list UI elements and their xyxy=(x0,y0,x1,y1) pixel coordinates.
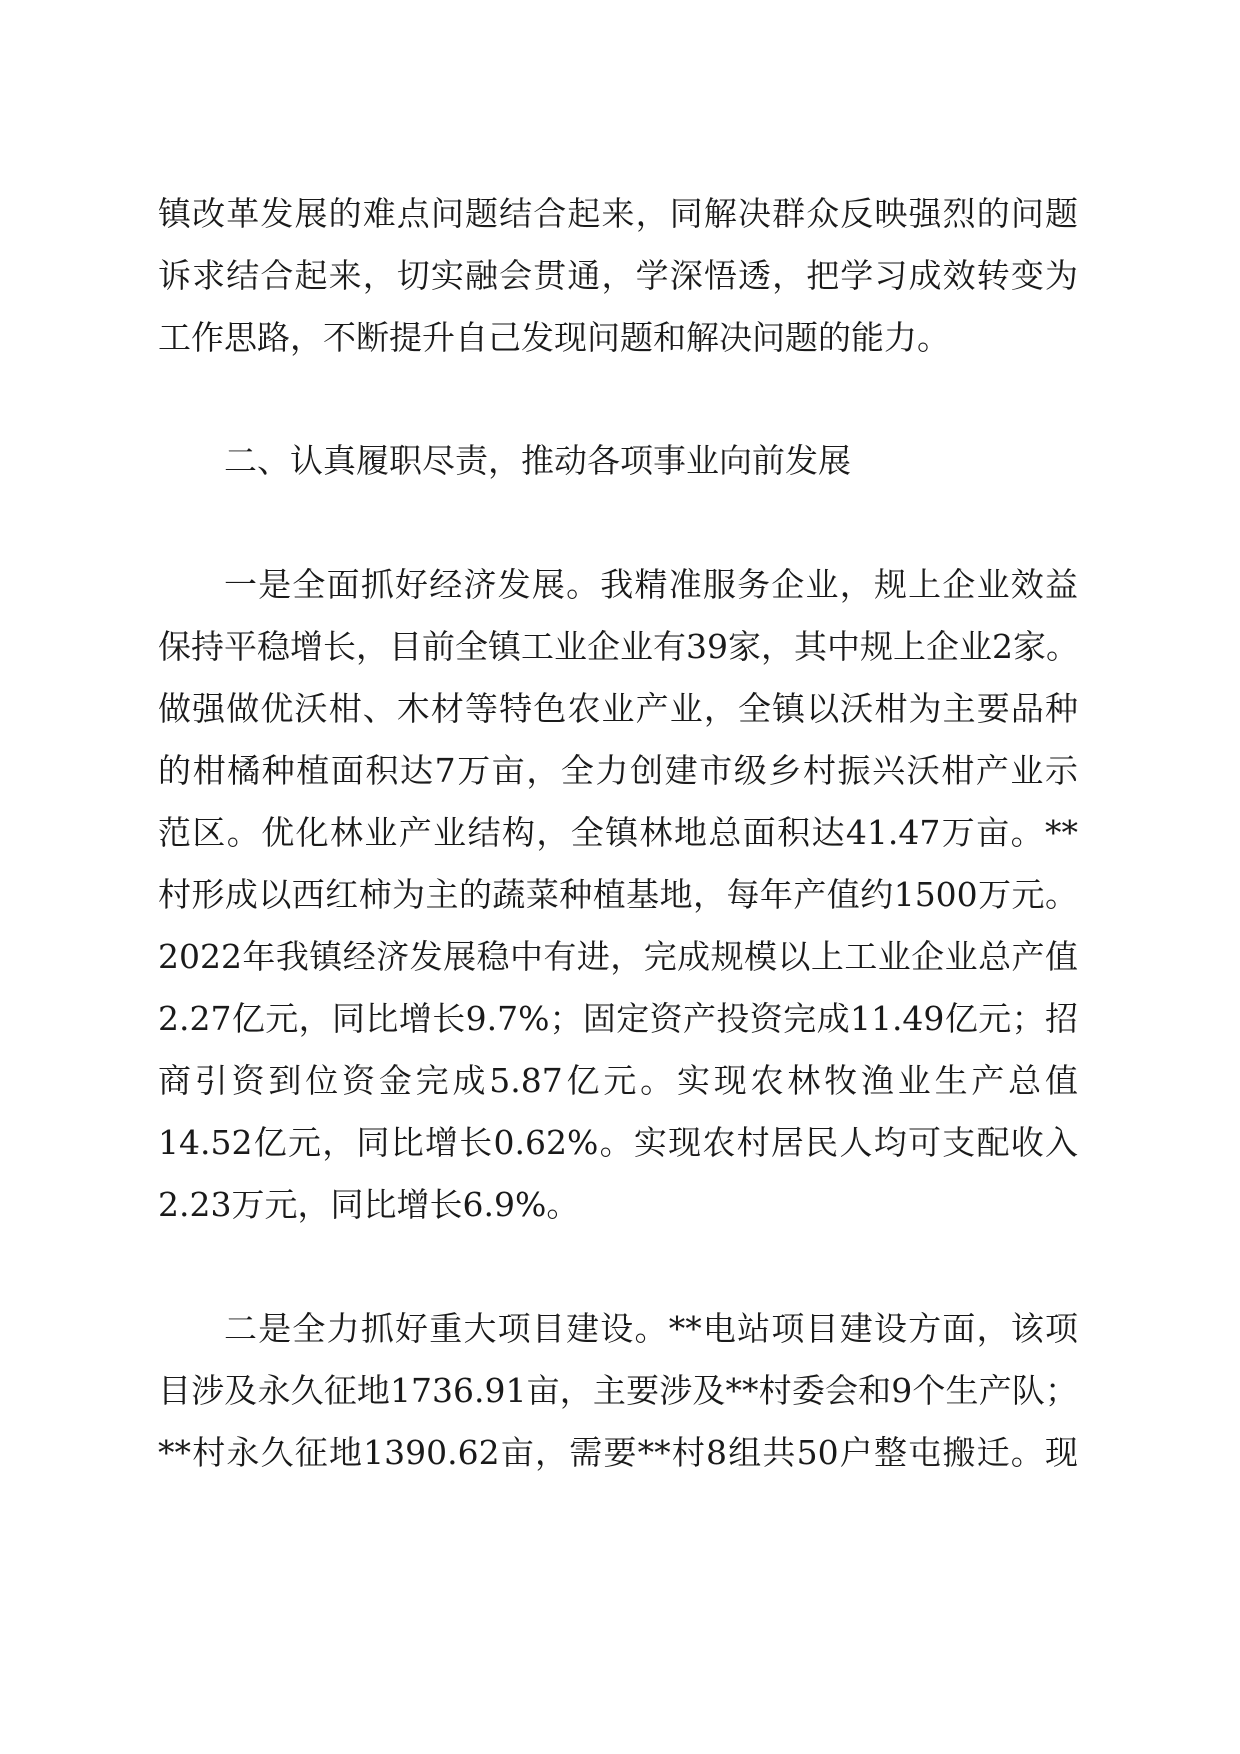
text-line: 村形成以西红柿为主的蔬菜种植基地，每年产值约1500万元。 xyxy=(158,875,1078,914)
text-line: 2022年我镇经济发展稳中有进，完成规模以上工业企业总产值 xyxy=(158,937,1078,976)
section-heading: 二、认真履职尽责，推动各项事业向前发展 xyxy=(224,441,851,480)
text-line: 工作思路，不断提升自己发现问题和解决问题的能力。 xyxy=(158,318,950,357)
text-line: 镇改革发展的难点问题结合起来，同解决群众反映强烈的问题 xyxy=(158,194,1078,233)
text-line: 诉求结合起来，切实融会贯通，学深悟透，把学习成效转变为 xyxy=(158,256,1078,295)
text-line: **村永久征地1390.62亩，需要**村8组共50户整屯搬迁。现 xyxy=(158,1433,1078,1472)
text-line: 二是全力抓好重大项目建设。**电站项目建设方面，该项 xyxy=(224,1309,1078,1348)
text-line: 目涉及永久征地1736.91亩，主要涉及**村委会和9个生产队； xyxy=(158,1371,1078,1410)
text-line: 2.27亿元，同比增长9.7%；固定资产投资完成11.49亿元；招 xyxy=(158,999,1078,1038)
text-line: 一是全面抓好经济发展。我精准服务企业，规上企业效益 xyxy=(224,565,1078,604)
text-line: 做强做优沃柑、木材等特色农业产业，全镇以沃柑为主要品种 xyxy=(158,689,1078,728)
text-line: 的柑橘种植面积达7万亩，全力创建市级乡村振兴沃柑产业示 xyxy=(158,751,1078,790)
text-line: 商引资到位资金完成5.87亿元。实现农林牧渔业生产总值 xyxy=(158,1061,1078,1100)
text-line: 14.52亿元，同比增长0.62%。实现农村居民人均可支配收入 xyxy=(158,1123,1078,1162)
text-line: 范区。优化林业产业结构，全镇林地总面积达41.47万亩。** xyxy=(158,813,1078,852)
text-line: 2.23万元，同比增长6.9%。 xyxy=(158,1185,580,1224)
text-line: 保持平稳增长，目前全镇工业企业有39家，其中规上企业2家。 xyxy=(158,627,1079,666)
